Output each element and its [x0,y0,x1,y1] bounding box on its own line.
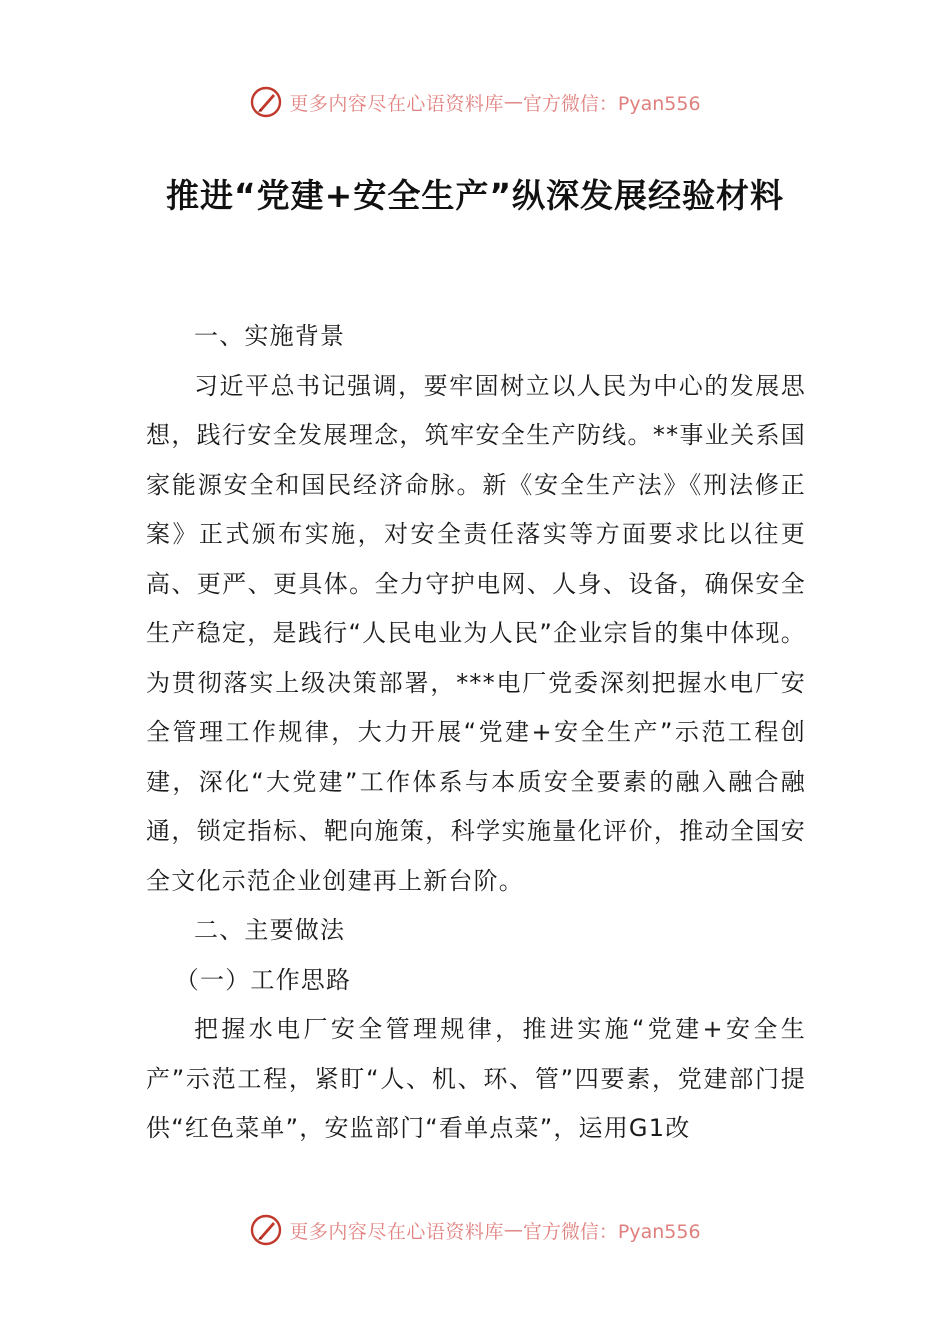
watermark-dash: — [503,1219,523,1241]
section-2-heading: 二、主要做法 [194,916,346,944]
section-1-heading: 一、实施背景 [194,322,346,350]
document-body [146,312,806,1154]
pen-logo-icon [249,1213,283,1247]
pen-logo-icon [249,85,283,119]
footer-watermark [0,1210,950,1250]
watermark-dash: — [503,91,523,113]
document-title: 推进“党建+安全生产”纵深发展经验材料 [165,176,785,215]
watermark-contact: 官方微信：Pyan556 [522,1220,701,1243]
header-watermark [0,82,950,122]
section-1-paragraph: 习近平总书记强调，要牢固树立以人民为中心的发展思想，践行安全发展理念，筑牢安全生产防线。**事业关系国家能源安全和国民经济命脉。新《安全生产法》《刑法修正案》正式颁布实施，对安全责任落实等方面要求比以往更高、更严、更具体。全力守护电网、人身、设备，确保安全生产稳定，是践行“人民电业为人民”企业宗旨的集中体现。为贯彻落实上级决策部署，***电厂党委深刻把握水电厂安全管理工作规律，大力开展“党建+安全生产”示范工程创建，深化“大党建”工作体系与本质安全要素的融入融合融通，锁定指标、靶向施策，科学实施量化评价，推动全国安全文化示范企业创建再上新台阶。 [146,371,806,895]
watermark-contact: 官方微信：Pyan556 [522,92,701,115]
section-2-subheading: （一）工作思路 [174,965,352,994]
watermark-brand: 更多内容尽在心语资料库 [289,92,504,115]
watermark-brand: 更多内容尽在心语资料库 [289,1220,504,1243]
section-2-paragraph: 把握水电厂安全管理规律，推进实施“党建+安全生产”示范工程，紧盯“人、机、环、管”四要素，党建部门提供“红色菜单”，安监部门“看单点菜”，运用G1改 [146,1015,806,1142]
